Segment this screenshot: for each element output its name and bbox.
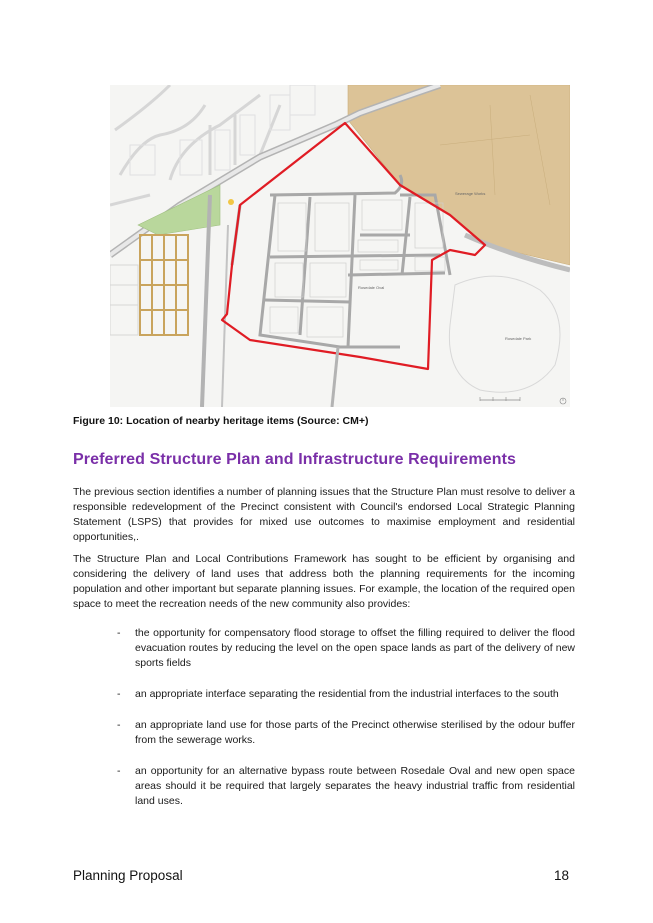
heritage-map-figure (110, 85, 570, 407)
bullet-list (117, 626, 575, 825)
page-number: 18 (553, 868, 569, 883)
bullet-dash: - (117, 719, 121, 731)
bullet-item (117, 718, 575, 748)
bullet-text: an opportunity for an alternative bypass route between Rosedale Oval and new open space areas should it be required that largely separates the heavy industrial traffic from residential land uses. (135, 765, 575, 807)
bullet-dash: - (117, 765, 121, 777)
heritage-marker-icon (228, 199, 234, 205)
bullet-dash: - (117, 688, 121, 700)
section-heading: Preferred Structure Plan and Infrastructure Requirements (73, 451, 517, 468)
park-label: Rosedale Park (505, 336, 532, 341)
bullet-text: the opportunity for compensatory flood storage to offset the filling required to deliver the flood evacuation routes by reducing the level on the open space lands as part of the delivery of new sports fields (135, 627, 575, 669)
figure-caption: Figure 10: Location of nearby heritage items (Source: CM+) (73, 415, 369, 427)
bullet-text: an appropriate land use for those parts of the Precinct otherwise sterilised by the odour buffer from the sewerage works. (135, 719, 575, 746)
heritage-area-label: Sewerage Works (455, 191, 486, 196)
bullet-item (117, 687, 575, 702)
paragraph-2: The Structure Plan and Local Contributions Framework has sought to be efficient by organising and considering the delivery of land uses that address both the planning requirements for the incoming population and other important but separate planning issues. For example, the location of the required open space to meet the recreation needs of the new community also provides: (73, 553, 575, 610)
bullet-text: an appropriate interface separating the residential from the industrial interfaces to the south (135, 688, 559, 700)
heritage-map (110, 85, 570, 407)
bullet-dash: - (117, 627, 121, 639)
bullet-item (117, 626, 575, 671)
bullet-item (117, 764, 575, 809)
footer-title: Planning Proposal (73, 868, 183, 883)
oval-label: Rosedale Oval (358, 285, 385, 290)
paragraph-1: The previous section identifies a number of planning issues that the Structure Plan must resolve to deliver a responsible redevelopment of the Precinct consistent with Council's endorsed Local Strategic Planning Statement (LSPS) that provides for mixed use outcomes to maximise employment and residential opportunities,. (73, 486, 575, 543)
